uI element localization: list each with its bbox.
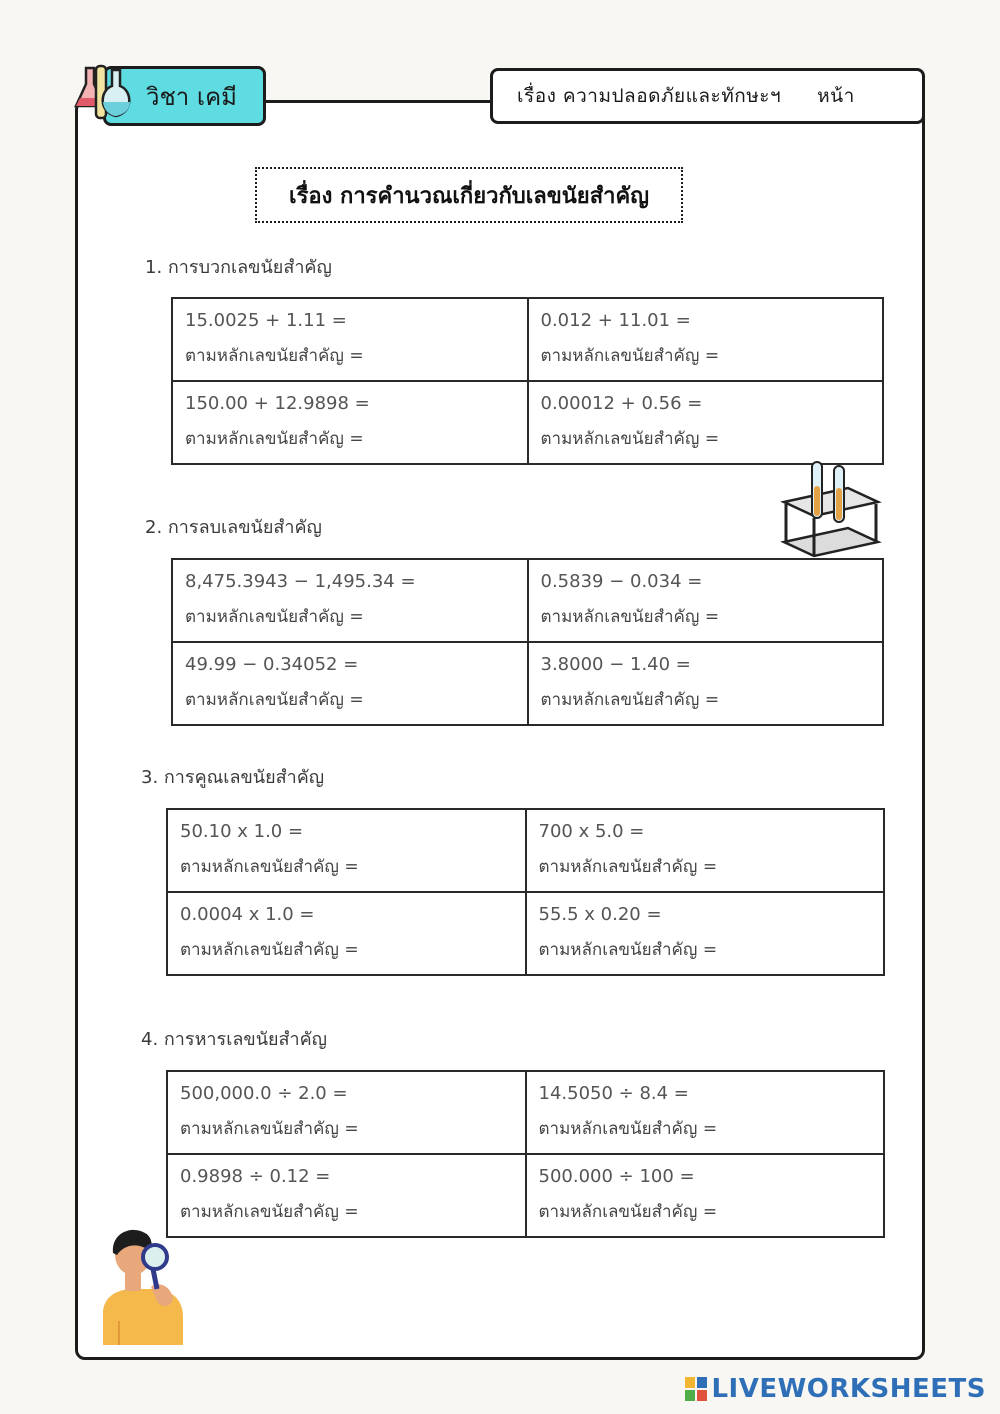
- answer-label: ตามหลักเลขนัยสำคัญ =: [180, 1202, 359, 1222]
- question-cell[interactable]: [167, 809, 526, 892]
- answer-label: ตามหลักเลขนัยสำคัญ =: [185, 346, 364, 366]
- question-cell[interactable]: [528, 642, 884, 725]
- section-heading-addition: 1. การบวกเลขนัยสำคัญ: [145, 257, 332, 278]
- expression: 15.0025 + 1.11 =: [185, 310, 347, 331]
- expression: 0.012 + 11.01 =: [540, 310, 691, 331]
- question-cell[interactable]: [172, 642, 528, 725]
- expression: 700 x 5.0 =: [538, 821, 645, 842]
- question-cell[interactable]: [528, 559, 884, 642]
- subject-label: วิชา เคมี: [146, 82, 237, 111]
- question-cell[interactable]: [526, 1071, 885, 1154]
- division-table: [166, 1070, 885, 1238]
- question-cell[interactable]: [528, 298, 884, 381]
- question-cell[interactable]: [167, 1154, 526, 1237]
- answer-label: ตามหลักเลขนัยสำคัญ =: [540, 690, 720, 710]
- title-text: เรื่อง การคำนวณเกี่ยวกับเลขนัยสำคัญ: [289, 183, 649, 209]
- subtraction-table: [171, 558, 884, 726]
- question-cell[interactable]: [167, 892, 526, 975]
- question-cell[interactable]: [526, 809, 885, 892]
- question-cell[interactable]: [528, 381, 884, 464]
- liveworksheets-icon: [685, 1377, 707, 1401]
- answer-label: ตามหลักเลขนัยสำคัญ =: [180, 940, 359, 960]
- topic-box: [490, 68, 925, 124]
- answer-label: ตามหลักเลขนัยสำคัญ =: [540, 346, 720, 366]
- test-tube-rack-icon: [778, 458, 884, 564]
- question-cell[interactable]: [172, 381, 528, 464]
- page-label: หน้า: [817, 85, 855, 107]
- question-cell[interactable]: [172, 559, 528, 642]
- expression: 3.8000 − 1.40 =: [540, 654, 691, 675]
- expression: 0.9898 ÷ 0.12 =: [180, 1166, 331, 1187]
- topic-label: เรื่อง ความปลอดภัยและทักษะฯ: [517, 85, 782, 107]
- section-heading-subtraction: 2. การลบเลขนัยสำคัญ: [145, 517, 322, 538]
- answer-label: ตามหลักเลขนัยสำคัญ =: [185, 429, 364, 449]
- brand-text: LIVEWORKSHEETS: [711, 1374, 986, 1404]
- addition-table: [171, 297, 884, 465]
- multiplication-table: [166, 808, 885, 976]
- expression: 50.10 x 1.0 =: [180, 821, 304, 842]
- flask-icon: [72, 62, 140, 124]
- expression: 0.00012 + 0.56 =: [540, 393, 703, 414]
- answer-label: ตามหลักเลขนัยสำคัญ =: [540, 607, 720, 627]
- expression: 0.5839 − 0.034 =: [540, 571, 703, 592]
- expression: 150.00 + 12.9898 =: [185, 393, 370, 414]
- section-heading-multiplication: 3. การคูณเลขนัยสำคัญ: [141, 767, 325, 788]
- question-cell[interactable]: [526, 892, 885, 975]
- answer-label: ตามหลักเลขนัยสำคัญ =: [538, 1202, 718, 1222]
- question-cell[interactable]: [167, 1071, 526, 1154]
- question-cell[interactable]: [172, 298, 528, 381]
- worksheet-title: [255, 167, 683, 223]
- answer-label: ตามหลักเลขนัยสำคัญ =: [538, 1119, 718, 1139]
- answer-label: ตามหลักเลขนัยสำคัญ =: [180, 857, 359, 877]
- answer-label: ตามหลักเลขนัยสำคัญ =: [538, 940, 718, 960]
- expression: 49.99 − 0.34052 =: [185, 654, 359, 675]
- answer-label: ตามหลักเลขนัยสำคัญ =: [538, 857, 718, 877]
- student-magnifier-icon: [95, 1225, 190, 1345]
- question-cell[interactable]: [526, 1154, 885, 1237]
- expression: 500,000.0 ÷ 2.0 =: [180, 1083, 348, 1104]
- expression: 55.5 x 0.20 =: [538, 904, 662, 925]
- expression: 500.000 ÷ 100 =: [538, 1166, 695, 1187]
- answer-label: ตามหลักเลขนัยสำคัญ =: [540, 429, 720, 449]
- section-heading-division: 4. การหารเลขนัยสำคัญ: [141, 1029, 328, 1050]
- liveworksheets-logo: [685, 1374, 986, 1404]
- answer-label: ตามหลักเลขนัยสำคัญ =: [185, 690, 364, 710]
- expression: 14.5050 ÷ 8.4 =: [538, 1083, 689, 1104]
- answer-label: ตามหลักเลขนัยสำคัญ =: [180, 1119, 359, 1139]
- expression: 8,475.3943 − 1,495.34 =: [185, 571, 416, 592]
- expression: 0.0004 x 1.0 =: [180, 904, 315, 925]
- answer-label: ตามหลักเลขนัยสำคัญ =: [185, 607, 364, 627]
